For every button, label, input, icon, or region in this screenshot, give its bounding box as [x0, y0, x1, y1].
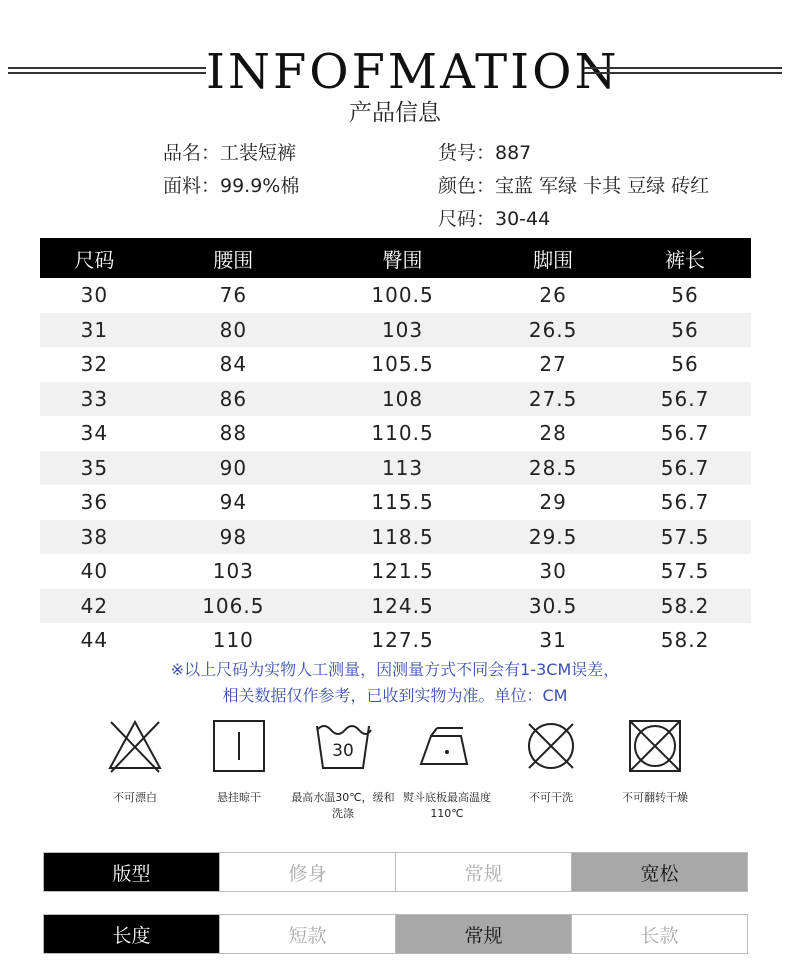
table-row: [40, 347, 751, 382]
header-hip: 臀围: [318, 238, 487, 278]
table-cell: 80: [149, 313, 318, 348]
fit-option-regular[interactable]: 常规: [396, 853, 572, 891]
table-cell: 28.5: [487, 451, 619, 486]
title-row: [0, 44, 790, 100]
table-cell: 56.7: [619, 382, 751, 417]
length-option-regular[interactable]: 常规: [396, 915, 572, 953]
table-cell: 57.5: [660, 559, 710, 584]
table-row: [40, 451, 751, 486]
iron-110-icon: [417, 716, 477, 776]
table-cell: 103: [212, 559, 254, 584]
table-cell: 105.5: [371, 352, 434, 377]
table-cell: 30.5: [487, 589, 619, 624]
table-row: [40, 623, 751, 658]
care-iron-110: [392, 716, 502, 822]
fit-title: 版型: [44, 853, 220, 891]
table-cell: 30: [539, 559, 567, 584]
care-no-dry-clean: [496, 716, 606, 806]
care-label: 不可漂白: [113, 791, 157, 804]
table-cell: 110: [212, 628, 254, 653]
table-cell: 38: [40, 520, 149, 555]
page-subtitle: 产品信息: [349, 100, 441, 126]
product-fabric: 面料：99.9%棉: [163, 175, 300, 197]
table-cell: 56.7: [660, 490, 710, 515]
header-waist: 腰围: [149, 238, 318, 278]
care-label: 熨斗底板最高温度110℃: [403, 791, 491, 820]
table-row: [40, 313, 751, 348]
header-size: 尺码: [40, 238, 149, 278]
table-cell: 27.5: [487, 382, 619, 417]
header-leg-opening: 脚围: [487, 238, 619, 278]
table-cell: 108: [318, 382, 487, 417]
table-cell: 56: [671, 352, 699, 377]
measurement-note-line1: ※以上尺码为实物人工测量，因测量方式不同会有1-3CM误差，: [170, 660, 620, 679]
table-cell: 35: [40, 451, 149, 486]
care-no-tumble-dry: [600, 716, 710, 806]
no-dry-clean-icon: [521, 716, 581, 776]
header-length: 裤长: [619, 238, 751, 278]
table-row: [40, 520, 751, 555]
table-cell: 98: [149, 520, 318, 555]
table-cell: 31: [40, 313, 149, 348]
table-cell: 57.5: [619, 520, 751, 555]
length-title: 长度: [44, 915, 220, 953]
table-cell: 115.5: [371, 490, 434, 515]
care-label: 不可干洗: [529, 791, 573, 804]
no-bleach-icon: [105, 716, 165, 776]
table-cell: 27: [539, 352, 567, 377]
table-cell: 56.7: [619, 451, 751, 486]
title-divider-left: [8, 67, 206, 74]
table-cell: 58.2: [619, 589, 751, 624]
care-label: 悬挂晾干: [217, 791, 261, 804]
table-cell: 76: [219, 283, 248, 308]
table-cell: 121.5: [371, 559, 434, 584]
table-cell: 29.5: [487, 520, 619, 555]
table-cell: 44: [80, 628, 109, 653]
size-table-header: [40, 238, 751, 278]
wash-temperature: 30: [332, 741, 354, 761]
fit-selector: [43, 852, 748, 892]
table-row: [40, 589, 751, 624]
no-tumble-dry-icon: [625, 716, 685, 776]
table-cell: 56: [671, 283, 699, 308]
table-cell: 33: [40, 382, 149, 417]
product-name: 品名：工装短裤: [163, 142, 297, 164]
care-no-bleach: [80, 716, 190, 806]
table-cell: 29: [539, 490, 567, 515]
table-cell: 26: [539, 283, 567, 308]
table-cell: 100.5: [371, 283, 434, 308]
table-cell: 94: [219, 490, 248, 515]
table-cell: 32: [80, 352, 109, 377]
length-selector: [43, 914, 748, 954]
table-cell: 31: [539, 628, 567, 653]
wash-30-icon: [313, 716, 373, 776]
care-label: 不可翻转干燥: [622, 791, 688, 804]
table-cell: 124.5: [318, 589, 487, 624]
table-cell: 34: [80, 421, 109, 446]
product-colors: 颜色：宝蓝 军绿 卡其 豆绿 砖红: [438, 175, 710, 197]
table-cell: 110.5: [371, 421, 434, 446]
table-cell: 28: [539, 421, 567, 446]
fit-option-slim[interactable]: 修身: [220, 853, 396, 891]
table-cell: 40: [80, 559, 109, 584]
table-cell: 56.7: [660, 421, 710, 446]
length-option-short[interactable]: 短款: [220, 915, 396, 953]
table-cell: 36: [80, 490, 109, 515]
table-cell: 88: [219, 421, 248, 446]
care-label: 最高水温30℃，缓和洗涤: [291, 791, 395, 820]
table-cell: 26.5: [487, 313, 619, 348]
table-cell: 113: [318, 451, 487, 486]
care-wash-30: [288, 716, 398, 822]
table-cell: 30: [80, 283, 109, 308]
table-cell: 103: [318, 313, 487, 348]
table-cell: 106.5: [149, 589, 318, 624]
table-cell: 58.2: [660, 628, 710, 653]
length-option-long[interactable]: 长款: [572, 915, 747, 953]
table-cell: 127.5: [371, 628, 434, 653]
table-cell: 84: [219, 352, 248, 377]
table-cell: 42: [40, 589, 149, 624]
product-sizes: 尺码：30-44: [438, 208, 551, 230]
size-table: [40, 238, 751, 658]
fit-option-loose[interactable]: 宽松: [572, 853, 747, 891]
table-row: [40, 278, 751, 313]
measurement-note-line2: 相关数据仅作参考，已收到实物为准。单位：CM: [222, 686, 568, 705]
table-row: [40, 416, 751, 451]
table-cell: 90: [149, 451, 318, 486]
table-cell: 86: [149, 382, 318, 417]
table-row: [40, 485, 751, 520]
page-title: INFOFMATION: [206, 44, 620, 100]
table-row: [40, 554, 751, 589]
care-hang-dry: [184, 716, 294, 806]
table-cell: 118.5: [318, 520, 487, 555]
table-row: [40, 382, 751, 417]
title-divider-right: [584, 67, 782, 74]
hang-dry-icon: [209, 716, 269, 776]
product-item-no: 货号：887: [438, 142, 532, 164]
table-cell: 56: [619, 313, 751, 348]
